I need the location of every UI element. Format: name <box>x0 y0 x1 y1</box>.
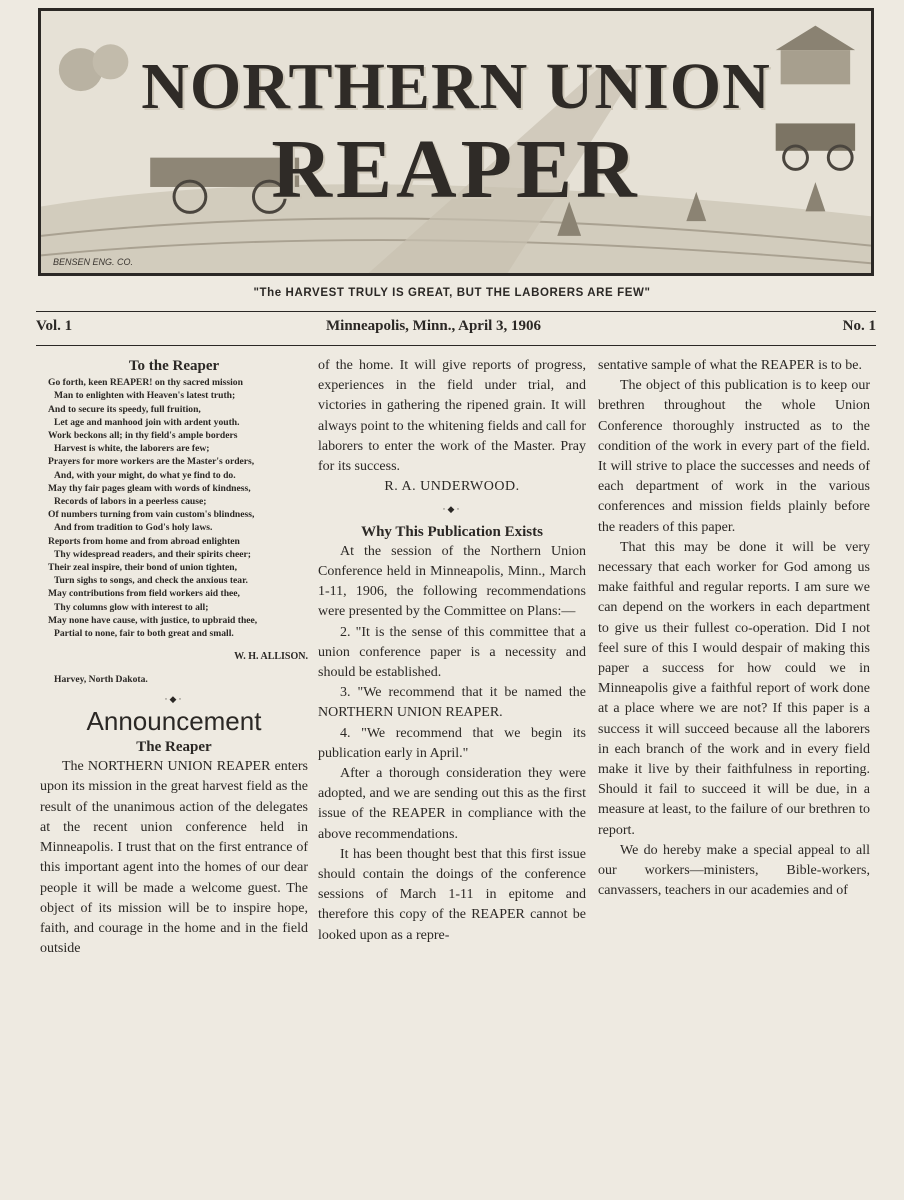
poem-line: Thy columns glow with interest to all; <box>54 601 209 613</box>
poem-line: May thy fair pages gleam with words of kindness, <box>48 482 251 494</box>
poem-place: Harvey, North Dakota. <box>54 674 148 686</box>
announcement-heading: Announcement <box>86 705 262 736</box>
poem-line: And from tradition to God's holy laws. <box>54 522 213 534</box>
ornament-divider: ·◆· <box>442 504 462 515</box>
masthead-banner <box>38 8 874 276</box>
engraver-credit: BENSEN ENG. CO. <box>53 257 134 267</box>
ornament-divider: ·◆· <box>164 693 184 704</box>
dateline <box>36 318 876 340</box>
announcement-paragraph-cont: of the home. It will give reports of progress, experiences in the field under trial, and victories in gathering the ripened grain. It will always point to the whitening fields and call for laborers to enter the work of the Master. Pray for its success. <box>318 358 586 475</box>
poem-author: W. H. ALLISON. <box>234 651 308 663</box>
poem-line: Partial to none, fair to both great and small. <box>54 628 234 640</box>
masthead-title-line1: NORTHERN UNION <box>141 50 771 123</box>
column-2 <box>318 356 586 946</box>
column-1 <box>40 356 308 959</box>
column-3 <box>598 356 870 901</box>
poem-line: Their zeal inspire, their bond of union tighten, <box>48 562 237 574</box>
announcement-subheading: The Reaper <box>136 739 212 756</box>
masthead-title-line2: REAPER <box>271 123 641 216</box>
poem-line: Let age and manhood join with ardent youth. <box>54 416 240 428</box>
divider <box>36 311 876 312</box>
why-paragraph: 2. "It is the sense of this committee that a union conference paper is a necessity and should be established. <box>318 624 586 681</box>
poem-line: Reports from home and from abroad enlighten <box>48 535 240 547</box>
poem-line: May contributions from field workers aid thee, <box>48 588 240 600</box>
divider <box>36 345 876 346</box>
announcement-paragraph: The NORTHERN UNION REAPER enters upon its mission in the great harvest field as the result of the unanimous action of the delegates at the recent union conference held in Minneapolis. I trust that on the first entrance of this important agent into the homes of our dear people it will be made a welcome guest. The object of its mission will be to inspire hope, faith, and courage in the home and in the field outside <box>40 759 308 957</box>
why-heading: Why This Publication Exists <box>361 523 543 540</box>
announcement-signature: R. A. UNDERWOOD. <box>384 479 520 495</box>
poem-line: Man to enlighten with Heaven's latest truth; <box>54 390 236 402</box>
poem-line: Records of labors in a peerless cause; <box>54 496 207 508</box>
body-paragraph: That this may be done it will be very necessary that each worker for God among us make faithful and regular reports. I am sure we can depend on the workers in each department to give us their fullest co-operation. Did I not feel sure of this I would despair of making this paper a success for how could we in Minneapolis give a faithful report of work done at a place where we are not? If this paper is a success it will succeed because all the laborers in each branch of the work and in every field make it live by their faithfulness in reporting. Should it fail to succeed it will be due, in a measure at least, to the failure of our brethren to report. <box>598 539 870 838</box>
why-paragraph: After a thorough consideration they were adopted, and we are sending out this as the first issue of the REAPER in compliance with the above recommendations. <box>318 766 586 842</box>
volume-label: Vol. 1 <box>36 318 73 334</box>
poem-line: Harvest is white, the laborers are few; <box>54 443 210 455</box>
place-date: Minneapolis, Minn., April 3, 1906 <box>326 318 542 334</box>
why-paragraph: 4. "We recommend that we begin its publication early in April." <box>318 725 586 761</box>
poem-line: And, with your might, do what ye find to do. <box>54 469 236 481</box>
poem-line: May none have cause, with justice, to upbraid thee, <box>48 614 258 626</box>
poem-title: To the Reaper <box>128 358 220 374</box>
why-paragraph: It has been thought best that this first issue should contain the doings of the conference sessions of March 1-11 in epitome and therefore this copy of the REAPER cannot be looked upon as a repre- <box>318 846 586 943</box>
poem-line: Of numbers turning from vain custom's blindness, <box>48 509 255 521</box>
poem-line: Prayers for more workers are the Master's orders, <box>48 456 255 468</box>
poem-body <box>40 376 308 686</box>
body-paragraph: We do hereby make a special appeal to all our workers—ministers, Bible-workers, canvassers, teachers in our academies and of <box>598 842 870 899</box>
poem-line: Thy widespread readers, and their spirits cheer; <box>54 548 251 560</box>
body-paragraph: sentative sample of what the REAPER is to be. <box>598 358 863 373</box>
motto: "The HARVEST TRULY IS GREAT, BUT THE LABORERS ARE FEW" <box>253 287 651 299</box>
poem-line: Work beckons all; in thy field's ample borders <box>48 430 238 442</box>
why-paragraph: At the session of the Northern Union Conference held in Minneapolis, Minn., March 1-11, 1906, the following recommendations were presented by the Committee on Plans:— <box>318 543 586 620</box>
why-paragraph: 3. "We recommend that it be named the NORTHERN UNION REAPER. <box>318 685 586 721</box>
issue-number: No. 1 <box>842 318 876 334</box>
poem-line: Turn sighs to songs, and check the anxious tear. <box>54 575 248 587</box>
body-paragraph: The object of this publication is to keep our brethren throughout the whole Union Conference thoroughly instructed as to the condition of the work in every part of the field. It will strive to place the successes and needs of each department of work in the various conferences and mission fields plainly before the readers of this paper. <box>598 378 870 535</box>
poem-line: Go forth, keen REAPER! on thy sacred mission <box>48 377 243 389</box>
poem-line: And to secure its speedy, full fruition, <box>48 403 201 415</box>
